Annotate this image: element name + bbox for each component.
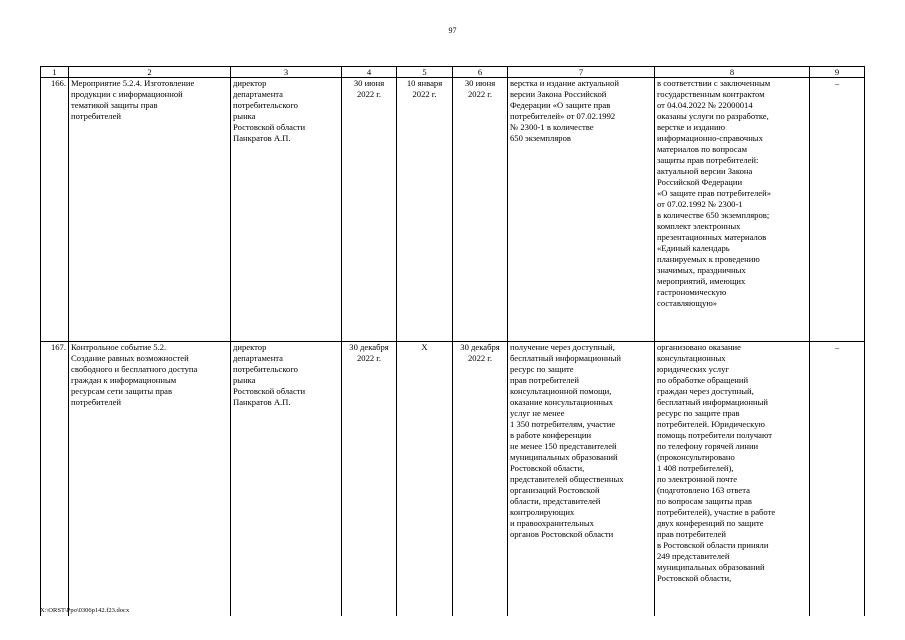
cell-text-line: граждан к информационным bbox=[71, 375, 177, 385]
cell-text-line: в соответствии с заключенным bbox=[657, 78, 771, 88]
page-number: 97 bbox=[448, 26, 457, 35]
cell-text-line: по обработке обращений bbox=[657, 375, 749, 385]
cell-text-line: материалов по вопросам bbox=[657, 144, 748, 154]
cell-text-line: комплект электронных bbox=[657, 221, 741, 231]
cell-text-line: 2022 г. bbox=[467, 353, 493, 363]
fact-start-cell bbox=[397, 342, 453, 617]
column-number: 1 bbox=[41, 67, 69, 78]
cell-text-line: государственным контрактом bbox=[657, 89, 765, 99]
note-cell: – bbox=[810, 78, 865, 342]
fact-end-cell bbox=[453, 342, 508, 617]
cell-text-line: защиты прав потребителей: bbox=[657, 155, 759, 165]
row-number: 167. bbox=[41, 342, 69, 617]
column-number: 9 bbox=[810, 67, 865, 78]
cell-text-line: (подготовлено 163 ответа bbox=[657, 485, 750, 495]
expected-result-cell bbox=[508, 342, 655, 617]
cell-text-line: потребителей. Юридическую bbox=[657, 419, 765, 429]
cell-text-line: Панкратов А.П. bbox=[233, 133, 291, 143]
cell-text-line: представителей общественных bbox=[510, 474, 624, 484]
fact-start-cell bbox=[397, 78, 453, 342]
actual-result-cell bbox=[655, 78, 810, 342]
cell-text-line: услуг не менее bbox=[510, 408, 565, 418]
cell-text-line: 30 июня bbox=[353, 78, 385, 88]
cell-text-line: по электронной почте bbox=[657, 474, 738, 484]
cell-text-line: муниципальных образований bbox=[657, 562, 765, 572]
column-number: 8 bbox=[655, 67, 810, 78]
cell-text-line: потребителей» от 07.02.1992 bbox=[510, 111, 616, 121]
table-row bbox=[41, 78, 865, 342]
cell-text-line: от 04.04.2022 № 22000014 bbox=[657, 100, 753, 110]
cell-text-line: ресурс по защите прав bbox=[657, 408, 740, 418]
cell-text-line: и правоохранительных bbox=[510, 518, 594, 528]
cell-text-line: Мероприятие 5.2.4. Изготовление bbox=[71, 78, 195, 88]
cell-text-line: 10 января bbox=[406, 78, 443, 88]
cell-text-line: Ростовской области bbox=[233, 386, 306, 396]
cell-text-line: Создание равных возможностей bbox=[71, 353, 189, 363]
actual-result-cell bbox=[655, 342, 810, 617]
cell-text-line: 650 экземпляров bbox=[510, 133, 571, 143]
cell-text-line: прав потребителей bbox=[657, 529, 726, 539]
cell-text-line: потребительского bbox=[233, 364, 298, 374]
expected-result-cell bbox=[508, 78, 655, 342]
cell-text-line: мероприятий, имеющих bbox=[657, 276, 746, 286]
cell-text-line: по телефону горячей линии bbox=[657, 441, 759, 451]
cell-text-line: рынка bbox=[233, 375, 256, 385]
cell-text-line: ресурсам сети защиты прав bbox=[71, 386, 173, 396]
cell-text-line: помощь потребители получают bbox=[657, 430, 773, 440]
cell-text-line: потребителей bbox=[71, 397, 121, 407]
cell-text-line: 2022 г. bbox=[412, 89, 437, 99]
cell-text-line: в количестве 650 экземпляров; bbox=[657, 210, 770, 220]
cell-text-line: оказание консультационных bbox=[510, 397, 614, 407]
cell-text-line: не менее 150 представителей bbox=[510, 441, 617, 451]
cell-text-line: «Единый календарь bbox=[657, 243, 730, 253]
column-number: 5 bbox=[397, 67, 453, 78]
cell-text-line: ресурс по защите bbox=[510, 364, 574, 374]
cell-text-line: муниципальных образований bbox=[510, 452, 618, 462]
cell-text-line: составляющую» bbox=[657, 298, 718, 308]
cell-text-line: Ростовской области, bbox=[657, 573, 732, 583]
cell-text-line: рынка bbox=[233, 111, 256, 121]
cell-text-line: 249 представителей bbox=[657, 551, 730, 561]
cell-text-line: Российской Федерации bbox=[657, 177, 743, 187]
cell-text-line: потребительского bbox=[233, 100, 298, 110]
cell-text-line: области, представителей bbox=[510, 496, 601, 506]
cell-text-line: бесплатный информационный bbox=[510, 353, 621, 363]
cell-text-line: 2022 г. bbox=[356, 353, 382, 363]
column-number-row bbox=[41, 67, 865, 78]
cell-text-line: потребителей), участие в работе bbox=[657, 507, 776, 517]
cell-text-line: продукции с информационной bbox=[71, 89, 183, 99]
cell-text-line: значимых, праздничных bbox=[657, 265, 746, 275]
cell-text-line: планируемых к проведению bbox=[657, 254, 760, 264]
cell-text-line: потребителей bbox=[71, 111, 121, 121]
cell-text-line: двух конференций по защите bbox=[657, 518, 764, 528]
cell-text-line: граждан через доступный, bbox=[657, 386, 754, 396]
plan-date-cell bbox=[342, 78, 397, 342]
column-number: 7 bbox=[508, 67, 655, 78]
column-number: 2 bbox=[69, 67, 231, 78]
cell-text-line: 30 декабря bbox=[349, 342, 389, 352]
cell-text-line: юридических услуг bbox=[657, 364, 729, 374]
cell-text-line: верстке и изданию bbox=[657, 122, 726, 132]
cell-text-line: органов Ростовской области bbox=[510, 529, 614, 539]
cell-text-line: Ростовской области, bbox=[510, 463, 585, 473]
cell-text-line: бесплатный информационный bbox=[657, 397, 768, 407]
fact-end-cell bbox=[453, 78, 508, 342]
cell-text-line: организаций Ростовской bbox=[510, 485, 600, 495]
cell-text-line: консультационной помощи, bbox=[510, 386, 612, 396]
cell-text-line: директор bbox=[233, 78, 267, 88]
cell-text-line: актуальной версии Закона bbox=[657, 166, 753, 176]
cell-text-line: Федерации «О защите прав bbox=[510, 100, 611, 110]
cell-text-line: в работе конференции bbox=[510, 430, 592, 440]
cell-text-line: Панкратов А.П. bbox=[233, 397, 291, 407]
cell-text-line: информационно-справочных bbox=[657, 133, 763, 143]
cell-text-line: получение через доступный, bbox=[510, 342, 615, 352]
responsible-cell bbox=[231, 78, 342, 342]
cell-text-line: тематикой защиты прав bbox=[71, 100, 158, 110]
cell-text-line: департамента bbox=[233, 89, 283, 99]
cell-text-line: организовано оказание bbox=[657, 342, 741, 352]
column-number: 3 bbox=[231, 67, 342, 78]
cell-text-line: департамента bbox=[233, 353, 283, 363]
cell-text-line: контролирующих bbox=[510, 507, 575, 517]
cell-text-line: директор bbox=[233, 342, 267, 352]
cell-text-line: прав потребителей bbox=[510, 375, 579, 385]
cell-text-line: презентационных материалов bbox=[657, 232, 767, 242]
cell-text-line: Ростовской области bbox=[233, 122, 306, 132]
cell-text-line: «О защите прав потребителей» bbox=[657, 188, 772, 198]
cell-text-line: 30 декабря bbox=[460, 342, 500, 352]
cell-text-line: Контрольное событие 5.2. bbox=[71, 342, 167, 352]
plan-date-cell bbox=[342, 342, 397, 617]
responsible-cell bbox=[231, 342, 342, 617]
cell-text-line: гастрономическую bbox=[657, 287, 727, 297]
column-number: 4 bbox=[342, 67, 397, 78]
report-table bbox=[40, 66, 865, 616]
cell-text-line: консультационных bbox=[657, 353, 726, 363]
event-name-cell bbox=[69, 342, 231, 617]
cell-text-line: по вопросам защиты прав bbox=[657, 496, 752, 506]
column-number: 6 bbox=[453, 67, 508, 78]
cell-text-line: 2022 г. bbox=[356, 89, 382, 99]
row-number: 166. bbox=[41, 78, 69, 342]
cell-text-line: 2022 г. bbox=[467, 89, 493, 99]
note-cell: – bbox=[810, 342, 865, 617]
cell-text-line: 1 350 потребителям, участие bbox=[510, 419, 616, 429]
cell-text-line: № 2300-1 в количестве bbox=[510, 122, 594, 132]
cell-text-line: свободного и бесплатного доступа bbox=[71, 364, 198, 374]
cell-text-line: от 07.02.1992 № 2300-1 bbox=[657, 199, 743, 209]
file-path-footer: X:\ORST\Ppo\0306p142.f23.docx bbox=[40, 607, 130, 614]
cell-text-line: 30 июня bbox=[464, 78, 496, 88]
cell-text-line: в Ростовской области приняли bbox=[657, 540, 769, 550]
cell-text-line: 1 408 потребителей), bbox=[657, 463, 734, 473]
cell-text-line: оказаны услуги по разработке, bbox=[657, 111, 769, 121]
table-row bbox=[41, 342, 865, 617]
cell-text-line: верстка и издание актуальной bbox=[510, 78, 619, 88]
event-name-cell bbox=[69, 78, 231, 342]
cell-text-line: версии Закона Российской bbox=[510, 89, 607, 99]
cell-text-line: (проконсультировано bbox=[657, 452, 735, 462]
cell-text-line: Х bbox=[421, 342, 428, 352]
